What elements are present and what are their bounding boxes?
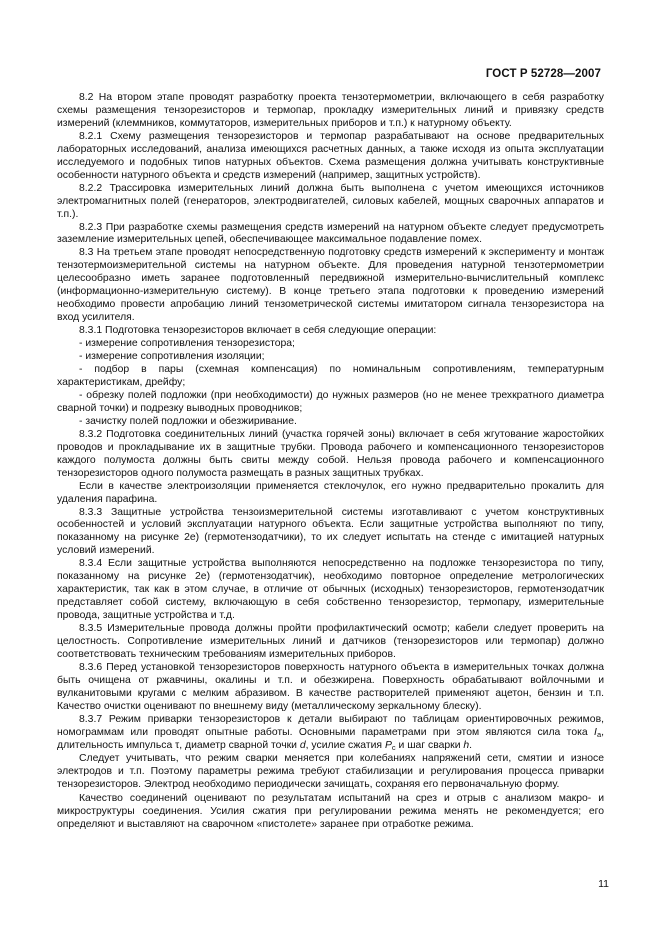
paragraph-8-2-3: 8.2.3 При разработке схемы размещения средств измерений на натурном объекте следует предусмотреть заземление измерительных цепей, обеспечивающее максимальное подавление помех. xyxy=(57,221,604,246)
paragraph-welding-mode: Следует учитывать, что режим сварки меняется при колебаниях напряжений сети, смятии и износе электродов и т.п. Поэтому параметры режима требуют стабилизации и регулирования процесса приварки тензорезисторов. Электрод необходимо периодически зачищать, сохраняя его первоначальную форму. xyxy=(57,752,604,790)
list-item: - измерение сопротивления тензорезистора; xyxy=(79,338,295,350)
paragraph-8-3-7 xyxy=(57,714,604,753)
document-body xyxy=(57,92,604,832)
list-item: - обрезку полей подложки (при необходимости) до нужных размеров (но не менее трехкратного диаметра сварной точки) и подрезку выводных проводников; xyxy=(57,389,604,414)
paragraph-note-insulation: Если в качестве электроизоляции применяется стеклочулок, его нужно предварительно прокалить для удаления парафина. xyxy=(57,480,604,505)
paragraph-8-3-5: 8.3.5 Измерительные провода должны пройти профилактический осмотр; кабели следует проверить на целостность. Сопротивление измерительных линий и датчиков (тензорезисторов или термопар) должно соответствовать техническим требованиям измерительных приборов. xyxy=(57,623,604,660)
paragraph-8-3-6: 8.3.6 Перед установкой тензорезисторов поверхность натурного объекта в измерительных точках должна быть очищена от ржавчины, окалины и т.п. и обезжирена. Поверхность обрабатывают войлочными и вулканитовыми кругами с мелким абразивом. В качестве растворителей применяют ацетон, бензин и т.п. Качество очистки оценивают по внешнему виду (металлическому зеркальному блеску). xyxy=(57,661,604,712)
current-symbol: I xyxy=(594,726,597,738)
diameter-symbol: d xyxy=(299,739,306,751)
paragraph-8-3-2: 8.3.2 Подготовка соединительных линий (участка горячей зоны) включает в себя жгутование жаростойких проводов и прокладывание их в защитные трубки. Провода рабочего и компенсационного тензорезисторов каждого полумоста должны быть свиты между собой. Нельзя провода рабочего и компенсационного тензорезисторов одного полумоста размещать в разных защитных трубках. xyxy=(57,428,604,479)
current-subscript: a xyxy=(596,729,602,739)
paragraph-joint-quality: Качество соединений оценивают по результатам испытаний на срез и отрыв с анализом макро- и микроструктуры соединения. Усилия сжатия при регулировании режима менять не рекомендуется; его определяют и выставляют на сварочном «пистолете» заранее при отработке режима. xyxy=(57,793,604,831)
force-subscript: c xyxy=(391,742,396,752)
step-text: и шаг сварки xyxy=(395,739,464,751)
force-symbol: P xyxy=(384,739,392,751)
list-item: - измерение сопротивления изоляции; xyxy=(79,351,265,363)
force-text: , усилие сжатия xyxy=(305,739,385,751)
page-number: 11 xyxy=(598,878,609,890)
paragraph-8-2-2: 8.2.2 Трассировка измерительных линий должна быть выполнена с учетом имеющихся источников электромагнитных полей (генераторов, электродвигателей, силовых кабелей, мощных сварочных аппаратов и т.п.). xyxy=(57,182,604,220)
sentence-end: . xyxy=(469,739,473,751)
paragraph-8-3-1: 8.3.1 Подготовка тензорезисторов включает в себя следующие операции: xyxy=(79,325,437,337)
paragraph-8-3-7-text: 8.3.7 Режим приварки тензорезисторов к детали выбирают по таблицам ориентировочных режимов, номограммам или проводят опытные работы. Основными параметрами при этом являются сила тока xyxy=(57,713,604,738)
list-item: - подбор в пары (схемная компенсация) по номинальным сопротивлениям, температурным характеристикам, дрейфу; xyxy=(57,364,604,388)
paragraph-8-3-3: 8.3.3 Защитные устройства тензоизмерительной системы изготавливают с учетом конструктивных особенностей и условий эксплуатации натурного объекта. Если защитные устройства выполняют по типу, показанному на рисунке 2е) (гермотензодатчики), то их следует испытать на стенде с имитацией натурных условий измерений. xyxy=(57,506,604,557)
list-item: - зачистку полей подложки и обезжиривание. xyxy=(79,415,297,427)
document-header: ГОСТ Р 52728—2007 xyxy=(485,68,601,80)
paragraph-8-2-1: 8.2.1 Схему размещения тензорезисторов и термопар разрабатывают на основе предварительных лабораторных исследований, анализа имеющихся расчетных данных, а также исходя из опыта эксплуатации исследуемого и подобных типов натурных объектов. Схема размещения должна учитывать конструктивные особенности натурного объекта и средств измерений (например, защитных устройств). xyxy=(57,130,604,181)
paragraph-8-3-4: 8.3.4 Если защитные устройства выполняются непосредственно на подложке тензорезистора по типу, показанному на рисунке 2е) (гермотензодатчик), необходимо повторное определение метрологических характеристик, так как в этом случае, в отличие от обычных (исходных) тензорезисторов, гермотензодатчик представляет собой систему, включающую в себя собственно тензорезистор, термопару, измерительные провода, защитные устройства и т.д. xyxy=(57,558,604,622)
pulse-duration-text: , длительность импульса τ, диаметр сварной точки xyxy=(57,726,604,751)
paragraph-8-3: 8.3 На третьем этапе проводят непосредственную подготовку средств измерений к эксперименту и монтаж тензотермоизмерительной системы на натурном объекте. Для проведения натурной тензотермометрии целесообразно иметь заранее подготовленный передвижной измерительно-вычислительный комплекс (информационно-измерительную систему). В конце третьего этапа подготовки к проведению измерений необходимо провести апробацию линий тензометрической системы имитатором сигнала тензорезистора на вход усилителя. xyxy=(57,247,604,324)
paragraph-8-2: 8.2 На втором этапе проводят разработку проекта тензотермометрии, включающего в себя разработку схемы размещения тензорезисторов и термопар, прокладку измерительных линий и привязку средств измерений (клеммников, коммутаторов, измерительных приборов и т.п.) к натурному объекту. xyxy=(57,92,604,129)
step-symbol: h xyxy=(463,739,470,751)
